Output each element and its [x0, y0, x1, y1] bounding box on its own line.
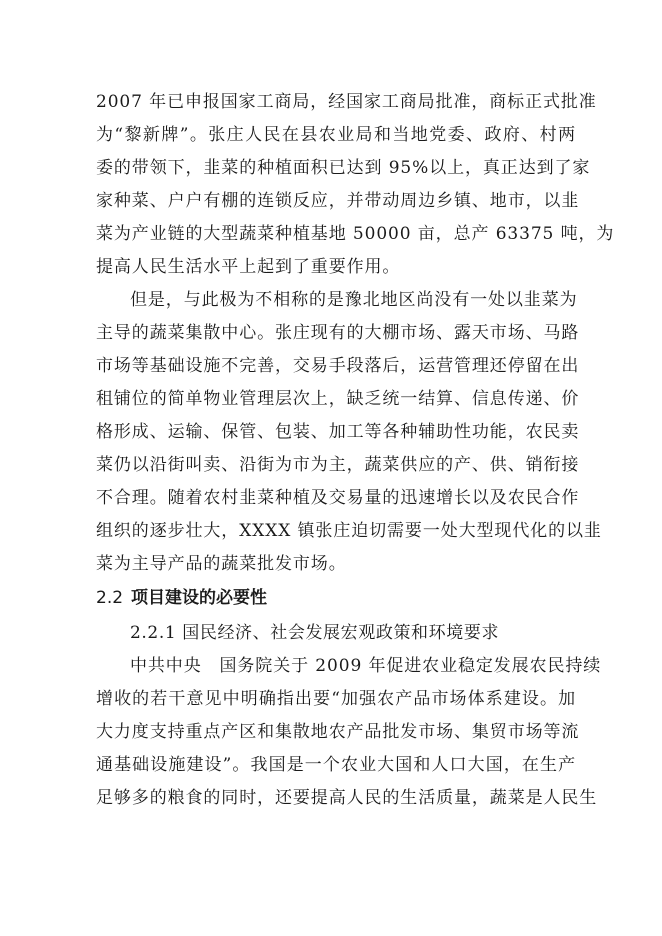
paragraph-2-line-2: 主导的蔬菜集散中心。张庄现有的大棚市场、露天市场、马路	[96, 323, 580, 343]
paragraph-2-line-1: 但是，与此极为不相称的是豫北地区尚没有一处以韭菜为	[130, 290, 578, 310]
paragraph-1-line-6: 提高人民生活水平上起到了重要作用。	[96, 257, 401, 277]
section-heading	[96, 587, 267, 609]
paragraph-1-line-1: 2007 年已申报国家工商局，经国家工商局批准，商标正式批准	[96, 92, 597, 112]
paragraph-3-line-5: 足够多的粮食的同时，还要提高人民的生活质量，蔬菜是人民生	[96, 788, 598, 808]
paragraph-2-line-7: 不合理。随着农村韭菜种植及交易量的迅速增长以及农民合作	[96, 488, 580, 508]
paragraph-3-line-2: 增收的若干意见中明确指出要“加强农产品市场体系建设。加	[96, 689, 576, 709]
paragraph-3-line-1: 中共中央 国务院关于 2009 年促进农业稳定发展农民持续	[130, 656, 602, 676]
paragraph-2-line-6: 菜仍以沿街叫卖、沿街为市为主，蔬菜供应的产、供、销衔接	[96, 455, 580, 475]
paragraph-3-line-3: 大力度支持重点产区和集散地农产品批发市场、集贸市场等流	[96, 722, 580, 742]
subsection-heading: 2.2.1 国民经济、社会发展宏观政策和环境要求	[130, 623, 500, 643]
section-title: 项目建设的必要性	[131, 588, 268, 608]
paragraph-1-line-3: 委的带领下，韭菜的种植面积已达到 95%以上，真正达到了家	[96, 158, 591, 178]
paragraph-2-line-3: 市场等基础设施不完善，交易手段落后，运营管理还停留在出	[96, 356, 580, 376]
paragraph-1-line-4: 家种菜、户户有棚的连锁反应，并带动周边乡镇、地市，以韭	[96, 191, 580, 211]
paragraph-2-line-4: 租铺位的简单物业管理层次上，缺乏统一结算、信息传递、价	[96, 389, 580, 409]
section-number: 2.2	[96, 588, 124, 608]
paragraph-1-line-2: 为“黎新牌”。张庄人民在县农业局和当地党委、政府、村两	[96, 125, 576, 145]
paragraph-2-line-5: 格形成、运输、保管、包装、加工等各种辅助性功能，农民卖	[96, 422, 580, 442]
paragraph-3-line-4: 通基础设施建设”。我国是一个农业大国和人口大国，在生产	[96, 755, 576, 775]
paragraph-1-line-5: 菜为产业链的大型蔬菜种植基地 50000 亩，总产 63375 吨，为	[96, 224, 615, 244]
paragraph-2-line-8: 组织的逐步壮大，XXXX 镇张庄迫切需要一处大型现代化的以韭	[96, 521, 602, 541]
paragraph-2-line-9: 菜为主导产品的蔬菜批发市场。	[96, 554, 347, 574]
